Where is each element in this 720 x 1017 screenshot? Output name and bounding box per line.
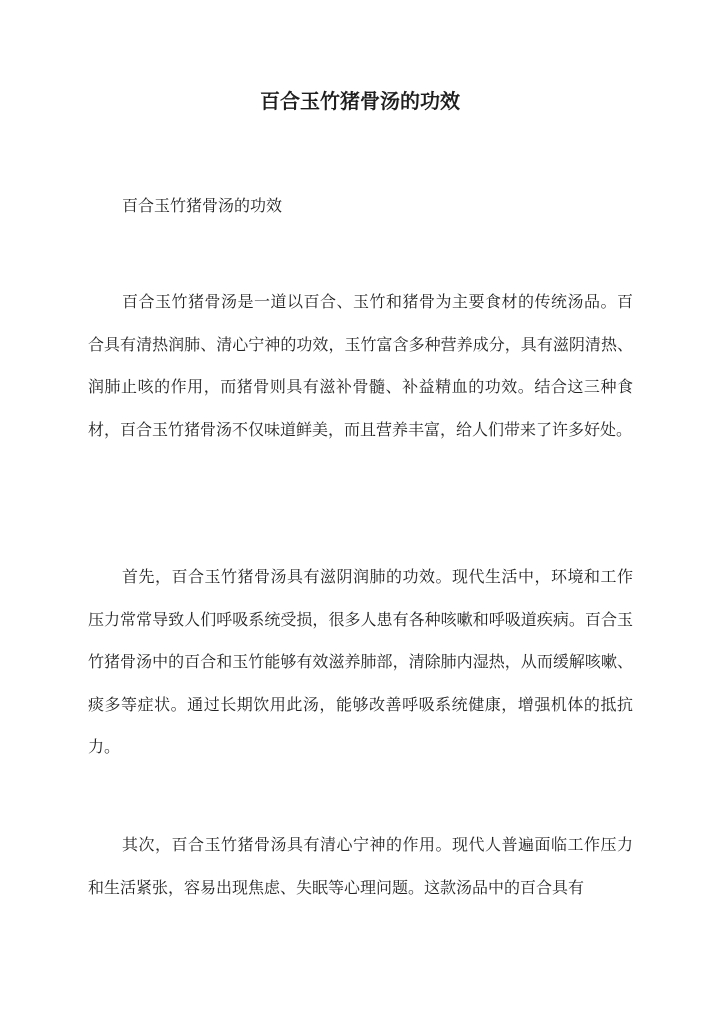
- paragraph-second-benefit: 其次，百合玉竹猪骨汤具有清心宁神的作用。现代人普遍面临工作压力和生活紧张，容易出现焦虑、失眠等心理问题。这款汤品中的百合具有: [88, 835, 633, 897]
- document-subtitle: 百合玉竹猪骨汤的功效: [122, 196, 283, 215]
- document-title: 百合玉竹猪骨汤的功效: [260, 89, 460, 113]
- paragraph-first-benefit: 首先，百合玉竹猪骨汤具有滋阴润肺的功效。现代生活中，环境和工作压力常常导致人们呼吸系统受损，很多人患有各种咳嗽和呼吸道疾病。百合玉竹猪骨汤中的百合和玉竹能够有效滋养肺部，清除肺内湿热，从而缓解咳嗽、痰多等症状。通过长期饮用此汤，能够改善呼吸系统健康，增强机体的抵抗力。: [88, 567, 633, 756]
- paragraph-intro: 百合玉竹猪骨汤是一道以百合、玉竹和猪骨为主要食材的传统汤品。百合具有清热润肺、清心宁神的功效，玉竹富含多种营养成分，具有滋阴清热、润肺止咳的作用，而猪骨则具有滋补骨髓、补益精血的功效。结合这三种食材，百合玉竹猪骨汤不仅味道鲜美，而且营养丰富，给人们带来了许多好处。: [88, 292, 633, 439]
